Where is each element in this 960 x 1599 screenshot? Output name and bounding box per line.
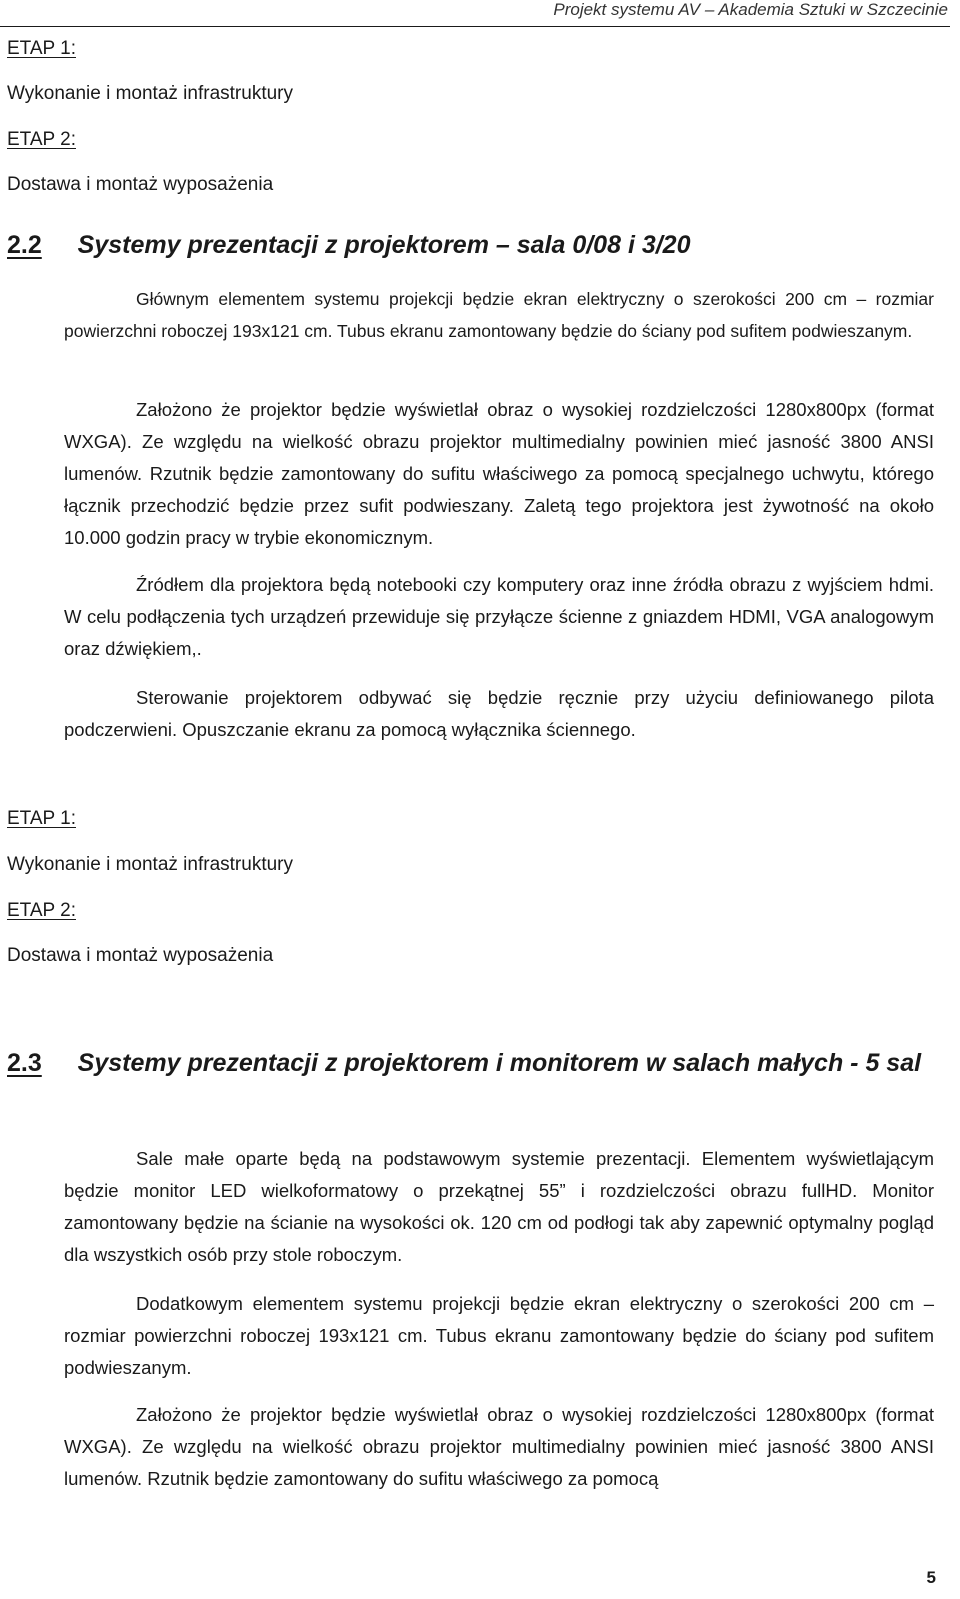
paragraph: Założono że projektor będzie wyświetlał obraz o wysokiej rozdzielczości 1280x800px (format WXGA). Ze względu na wielkość obrazu projektor multimedialny powinien mieć jasność 3800 ANSI lumenów. Rzutnik będzie zamontowany do sufitu właściwego za pomocą specjalnego uchwytu, którego łącznik przechodzić będzie przez sufit podwieszany. Zaletą tego projektora jest żywotność na około 10.000 godzin pracy w trybie ekonomicznym. — [64, 399, 934, 548]
section-title: Systemy prezentacji z projektorem i monitorem w salach małych - 5 sal — [77, 1049, 922, 1077]
etap2-description: Dostawa i montaż wyposażenia — [7, 945, 274, 966]
etap1-label: ETAP 1: — [7, 38, 76, 59]
etap2-description: Dostawa i montaż wyposażenia — [7, 174, 274, 195]
section-title: Systemy prezentacji z projektorem – sala 0/08 i 3/20 — [77, 231, 691, 259]
etap1-description: Wykonanie i montaż infrastruktury — [7, 854, 293, 875]
paragraph: Głównym elementem systemu projekcji będzie ekran elektryczny o szerokości 200 cm – rozmiar powierzchni roboczej 193x121 cm. Tubus ekranu zamontowany będzie do ściany pod sufitem podwieszanym. — [64, 289, 934, 341]
section-number: 2.3 — [7, 1049, 42, 1077]
page-number: 5 — [926, 1568, 936, 1587]
paragraph: Założono że projektor będzie wyświetlał obraz o wysokiej rozdzielczości 1280x800px (format WXGA). Ze względu na wielkość obrazu projektor multimedialny powinien mieć jasność 3800 ANSI lumenów. Rzutnik będzie zamontowany do sufitu właściwego za pomocą — [64, 1404, 934, 1489]
paragraph: Sale małe oparte będą na podstawowym systemie prezentacji. Elementem wyświetlającym będzie monitor LED wielkoformatowy o przekątnej 55” i rozdzielczości obrazu fullHD. Monitor zamontowany będzie na ścianie na wysokości ok. 120 cm od podłogi tak aby zapewnić optymalny pogląd dla wszystkich osób przy stole roboczym. — [64, 1148, 934, 1265]
etap1-label: ETAP 1: — [7, 808, 76, 829]
paragraph: Sterowanie projektorem odbywać się będzie ręcznie przy użyciu definiowanego pilota podczerwieni. Opuszczanie ekranu za pomocą wyłącznika ściennego. — [64, 687, 934, 740]
section-number: 2.2 — [7, 231, 42, 259]
section-heading-2-3 — [7, 1049, 921, 1078]
section-heading-2-2 — [7, 231, 691, 260]
etap2-label: ETAP 2: — [7, 129, 76, 150]
paragraph: Źródłem dla projektora będą notebooki czy komputery oraz inne źródła obrazu z wyjściem hdmi. W celu podłączenia tych urządzeń przewiduje się przyłącze ścienne z gniazdem HDMI, VGA analogowym oraz dźwiękiem,. — [64, 574, 934, 659]
etap1-description: Wykonanie i montaż infrastruktury — [7, 83, 293, 104]
header-title: Projekt systemu AV – Akademia Sztuki w Szczecinie — [553, 0, 948, 19]
paragraph: Dodatkowym elementem systemu projekcji będzie ekran elektryczny o szerokości 200 cm – rozmiar powierzchni roboczej 193x121 cm. Tubus ekranu zamontowany będzie do ściany pod sufitem podwieszanym. — [64, 1293, 934, 1378]
etap2-label: ETAP 2: — [7, 900, 76, 921]
page-header — [0, 0, 950, 27]
